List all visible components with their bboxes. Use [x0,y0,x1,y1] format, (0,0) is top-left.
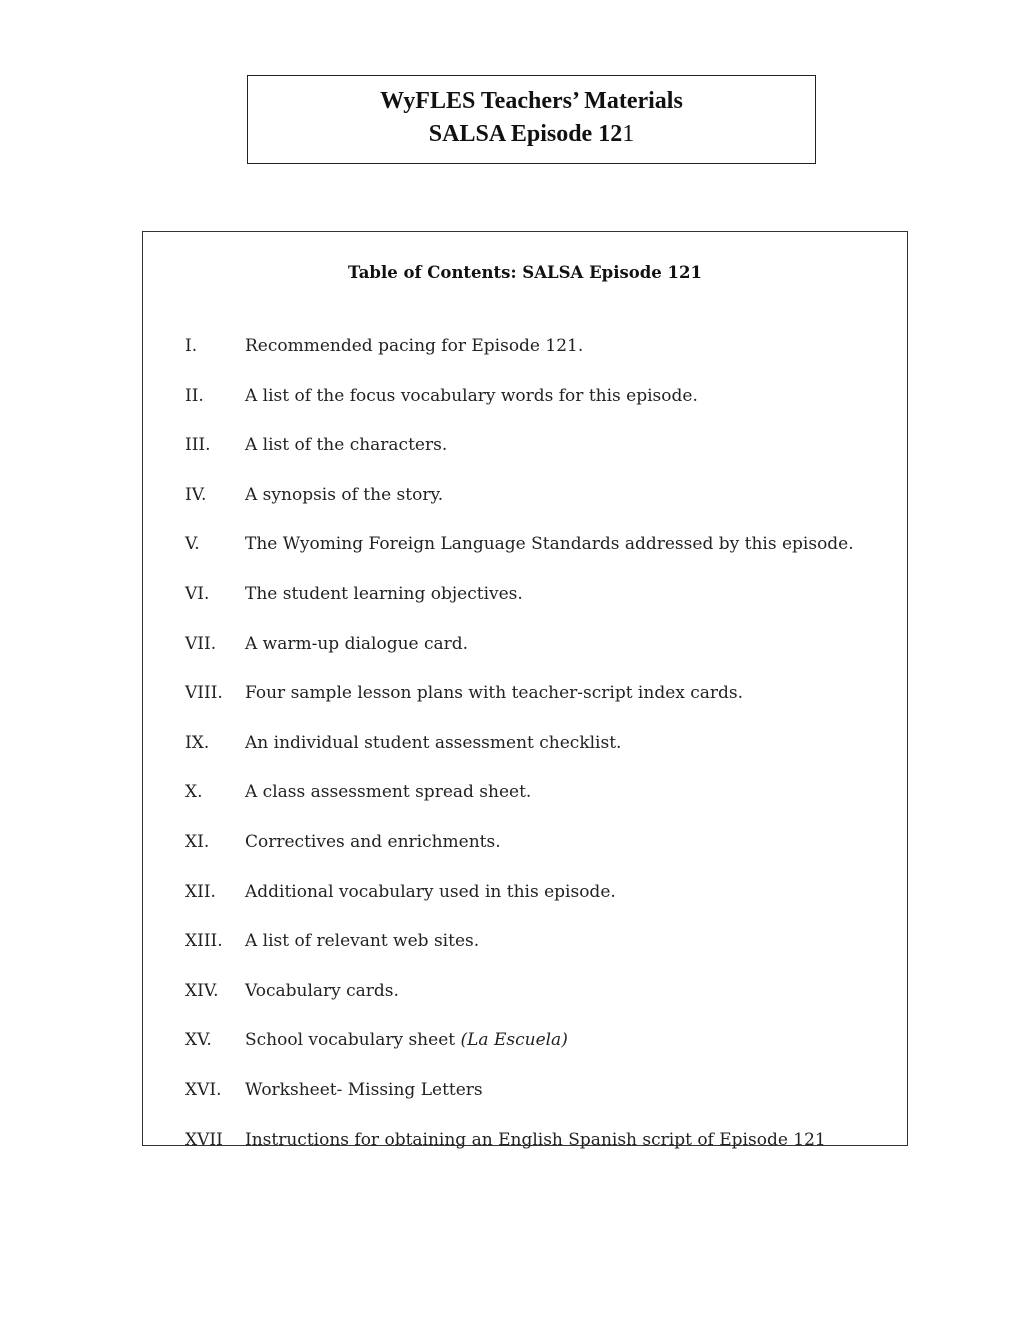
document-title: WyFLES Teachers’ Materials [380,88,683,114]
toc-item-numeral: IV. [185,484,207,505]
toc-item [185,386,854,436]
toc-item-numeral: II. [185,385,204,406]
toc-item-text [245,336,583,356]
toc-item-label: Correctives and enrichments. [245,831,501,852]
toc-item-label: The Wyoming Foreign Language Standards addressed by this episode. [245,534,854,555]
toc-item [185,336,854,386]
toc-item-label: A class assessment spread sheet. [245,782,532,803]
episode-title-main: SALSA Episode 12 [428,121,623,147]
toc-item [185,534,854,584]
toc-item [185,584,854,634]
toc-item-numeral: VIII. [185,683,223,704]
toc-item-label: Instructions for obtaining an English Spanish script of Episode 121 [245,1129,826,1150]
toc-item-text [245,534,854,554]
toc-item-numeral: XIII. [185,931,223,952]
toc-item-text [245,1030,568,1050]
toc-item-italic-label: (La Escuela) [460,1030,568,1051]
toc-item-numeral: XI. [185,831,210,852]
toc-item-text [245,931,479,951]
toc-item-numeral: XII. [185,881,216,902]
toc-item-text [245,386,698,406]
toc-item-text [245,435,447,455]
table-of-contents [142,231,908,1150]
episode-title-suffix: 1 [622,121,635,147]
toc-item [185,634,854,684]
toc-item [185,981,854,1031]
toc-item-label: A list of the focus vocabulary words for this episode. [245,385,698,406]
toc-item-text [245,882,616,902]
toc-item-numeral: IX. [185,732,210,753]
toc-item [185,435,854,485]
toc-item-label: School vocabulary sheet [245,1030,461,1051]
toc-item [185,832,854,882]
toc-item-label: A list of relevant web sites. [245,931,480,952]
toc-item-text [245,733,621,753]
toc-item-numeral: XV. [185,1030,212,1051]
episode-title [248,118,815,151]
toc-item [185,782,854,832]
title-box [247,75,816,164]
toc-list [185,336,854,1179]
toc-item-text [245,485,443,505]
toc-item [185,1080,854,1130]
toc-item-label: Four sample lesson plans with teacher-script index cards. [245,683,744,704]
toc-item-label: Vocabulary cards. [245,980,399,1001]
toc-item [185,931,854,981]
toc-item [185,1030,854,1080]
toc-item-numeral: XVI. [185,1079,222,1100]
toc-item-numeral: VII. [185,633,217,654]
toc-item [185,1130,854,1180]
toc-item-label: Additional vocabulary used in this episode. [245,881,616,902]
toc-item [185,683,854,733]
toc-item [185,485,854,535]
toc-item-text [245,1130,826,1150]
toc-item-text [245,782,531,802]
toc-item-text [245,981,399,1001]
toc-item-label: A warm-up dialogue card. [245,633,469,654]
toc-item-text [245,832,501,852]
toc-item-numeral: III. [185,435,211,456]
toc-item-text [245,1080,483,1100]
toc-item-text [245,634,468,654]
toc-item-label: The student learning objectives. [245,583,523,604]
toc-item-numeral: XIV. [185,980,219,1001]
toc-item-numeral: V. [185,534,200,555]
toc-item-label: Worksheet- Missing Letters [245,1079,483,1100]
toc-item-numeral: X. [185,782,203,803]
toc-item-label: An individual student assessment checklist. [245,732,622,753]
toc-item-label: A synopsis of the story. [245,484,444,505]
toc-item-numeral: I. [185,336,198,356]
toc-item-numeral: VI. [185,583,210,604]
toc-item-label: Recommended pacing for Episode 121. [245,336,584,356]
toc-item [185,733,854,783]
toc-heading: Table of Contents: SALSA Episode 121 [348,263,702,282]
toc-item-text [245,683,743,703]
toc-item-text [245,584,523,604]
toc-item [185,882,854,932]
toc-item-label: A list of the characters. [245,435,448,456]
toc-item-numeral: XVII [185,1129,223,1150]
